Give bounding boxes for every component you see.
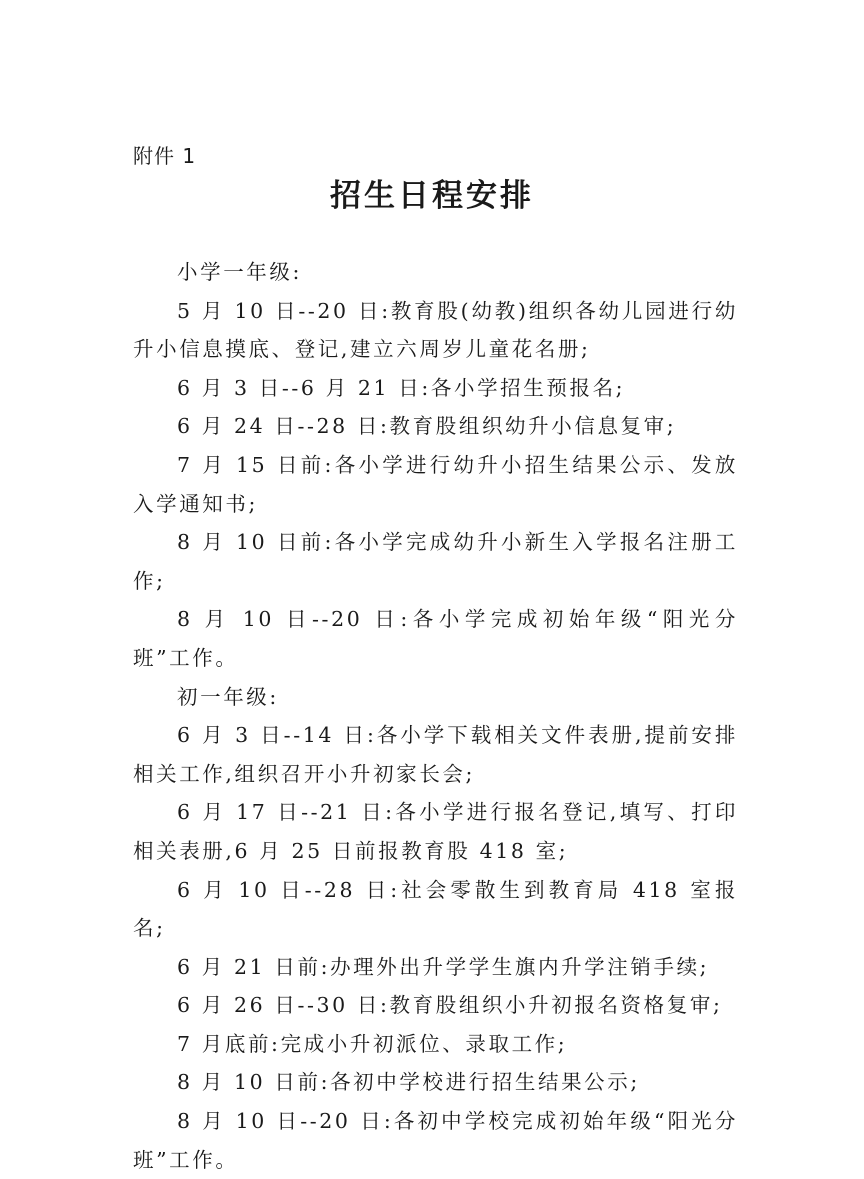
schedule-item: 7 月 15 日前:各小学进行幼升小招生结果公示、发放入学通知书; bbox=[133, 452, 738, 516]
attachment-label: 附件 1 bbox=[133, 144, 197, 168]
document-title: 招生日程安排 bbox=[330, 178, 534, 214]
schedule-item: 6 月 26 日--30 日:教育股组织小升初报名资格复审; bbox=[177, 993, 723, 1018]
section-heading-junior-grade1: 初一年级: bbox=[177, 684, 279, 709]
schedule-item: 6 月 24 日--28 日:教育股组织幼升小信息复审; bbox=[177, 414, 677, 439]
schedule-item: 6 月 21 日前:办理外出升学学生旗内升学注销手续; bbox=[177, 954, 710, 979]
document-body bbox=[133, 253, 738, 1179]
schedule-item: 6 月 3 日--6 月 21 日:各小学招生预报名; bbox=[177, 375, 626, 400]
schedule-item: 6 月 3 日--14 日:各小学下载相关文件表册,提前安排相关工作,组织召开小升初家长会; bbox=[133, 723, 738, 786]
schedule-item: 8 月 10 日前:各初中学校进行招生结果公示; bbox=[177, 1070, 640, 1095]
schedule-item: 8 月 10 日--20 日:各小学完成初始年级“阳光分班”工作。 bbox=[133, 607, 738, 670]
schedule-item: 6 月 17 日--21 日:各小学进行报名登记,填写、打印相关表册,6 月 25 日前报教育股 418 室; bbox=[133, 800, 738, 863]
schedule-item: 7 月底前:完成小升初派位、录取工作; bbox=[177, 1031, 568, 1056]
schedule-item: 8 月 10 日前:各小学完成幼升小新生入学报名注册工作; bbox=[133, 530, 738, 593]
schedule-item: 8 月 10 日--20 日:各初中学校完成初始年级“阳光分班”工作。 bbox=[133, 1109, 738, 1172]
section-heading-primary-grade1: 小学一年级: bbox=[177, 260, 303, 284]
schedule-item: 5 月 10 日--20 日:教育股(幼教)组织各幼儿园进行幼升小信息摸底、登记,建立六周岁儿童花名册; bbox=[133, 298, 738, 362]
schedule-item: 6 月 10 日--28 日:社会零散生到教育局 418 室报名; bbox=[133, 877, 738, 941]
